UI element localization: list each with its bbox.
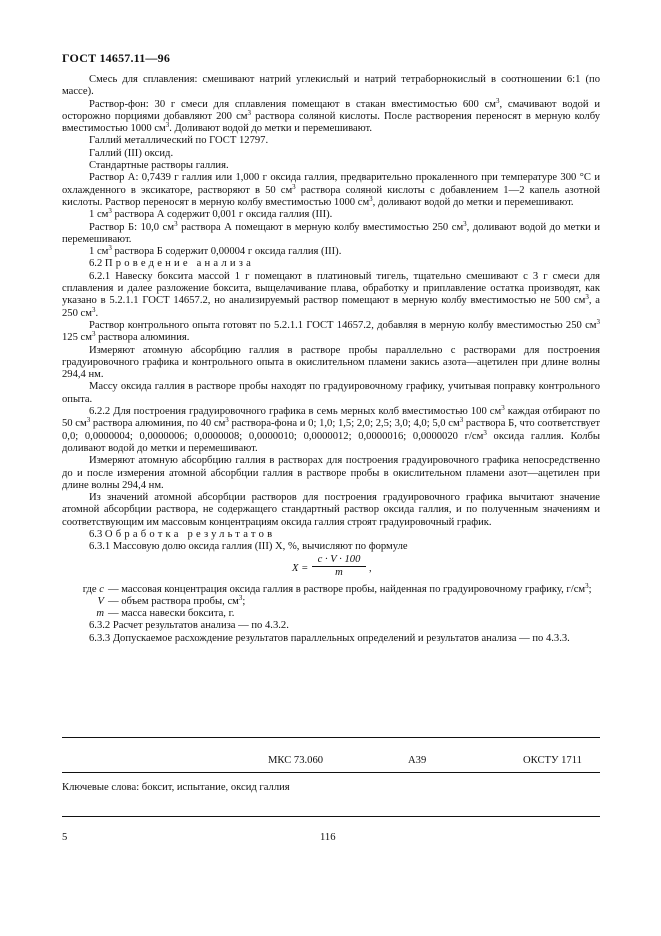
definition-lead: V [97,595,104,607]
paragraph: Раствор А: 0,7439 г галлия или 1,000 г оксида галлия, предварительно прокаленного при температуре 300 °С и охлажденного в эксикаторе, растворяют в 50 $см^3$ раствора соляной кислоты с добавлением 1—2 капель азотной кислоты. Раствор переносят в мерную колбу вместимостью 1000 $см^3$, доливают водой до метки и перемешивают. [62,172,600,208]
section-number: 6.2 [89,258,103,270]
section-heading-6-2 [62,258,600,270]
definition-row [62,608,600,620]
paragraph: 1 $см^3$ раствора Б содержит 0,00004 г оксида галлия (III). [89,244,342,258]
paragraph: Массу оксида галлия в растворе пробы находят по градуировочному графику, учитывая поправку контрольного опыта. [62,381,600,405]
okstu-code: ОКСТУ 1711 [523,755,582,766]
document-body [62,74,600,645]
formula-numerator: c · V · 100 [312,554,366,567]
paragraph: Раствор Б: 10,0 $см^3$ раствора А помещают в мерную колбу вместимостью 250 $см^3$, доливают водой до метки и перемешивают. [62,219,600,245]
paragraph-6-3-3: 6.3.3 Допускаемое расхождение результатов параллельных определений и результатов анализа — по 4.3.3. [89,632,570,644]
definition-row [62,593,600,608]
definitions-list [62,581,600,621]
paragraph: 6.2.2 Для построения градуировочного графика в семь мерных колб вместимостью 100 $см^3$ каждая отбирают по 50 $см^3$ раствора алюминия, по 40 $см^3$ раствора-фона и 0; 1,0; 1,5; 2,0; 2,5; 3,0; 4,0; 5,0 $см^3$ раствора Б, что соответствует 0,0; 0,0000004; 0,0000006; 0,0000008; 0,0000010; 0,0000012; 0,0000016; 0,0000020 $г/см^3$ оксида галлия. Колбы доливают водой до метки и перемешивают. [62,404,601,454]
section-title: Проведение анализа [104,258,255,270]
paragraph-6-3-2: 6.3.2 Расчет результатов анализа — по 4.3.2. [89,620,289,632]
paragraph: Галлий (III) оксид. [89,147,174,159]
footer-left: 5 [62,832,68,843]
mks-code: МКС 73.060 [268,755,324,766]
definition-lead: где c [82,583,104,595]
paragraph: 6.2.1 Навеску боксита массой 1 г помещают в платиновый тигель, тщательно смешивают с 3 г смеси для сплавления и далее разложение боксита, выщелачивание плава, обработку и приплавление остатка производят, как указано в 5.2.1.1 ГОСТ 14657.2, но анализируемый раствор помещают в мерную колбу вместимостью не 500 $см^3$, а 250 $см^3$. [62,270,600,319]
definition-text: — массовая концентрация оксида галлия в растворе пробы, найденная по градуировочному графику, $г/см^3$; [108,581,592,595]
paragraph: 1 $см^3$ раствора А содержит 0,001 г оксида галлия (III). [89,207,333,221]
definition-row [62,581,600,596]
definition-text: — объем раствора пробы, $см^3$; [108,593,246,607]
paragraph: Галлий металлический по ГОСТ 12797. [89,135,269,147]
paragraph: Измеряют атомную абсорбцию галлия в растворе пробы параллельно с растворами для построения градуировочного графика и контрольного опыта в окислительном пламени закись азота—ацетилен при длине волны 294,4 нм. [62,344,600,381]
formula [62,554,600,584]
paragraph: Раствор контрольного опыта готовят по 5.2.1.1 ГОСТ 14657.2, добавляя в мерную колбу вместимостью 250 $см^3$ 125 $см^3$ раствора алюминия. [62,317,600,344]
keywords: Ключевые слова: боксит, испытание, оксид галлия [62,782,290,793]
formula-denominator: m [335,566,343,578]
page-number: 116 [320,832,336,843]
divider [62,737,600,738]
section-heading-6-3 [62,529,600,541]
definition-lead: m [96,608,104,620]
paragraph: Смесь для сплавления: смешивают натрий углекислый и натрий тетраборнокислый в соотношении 6:1 (по массе). [62,74,600,98]
formula-lhs: X = [292,562,309,574]
document-header: ГОСТ 14657.11—96 [62,51,171,65]
divider [62,816,600,817]
definition-text: — масса навески боксита, г. [108,608,235,620]
classification-code: А39 [408,755,427,766]
paragraph: Стандартные растворы галлия. [89,160,229,172]
divider [62,772,600,773]
section-title: Обработка результатов [104,528,276,540]
paragraph: Раствор-фон: 30 г смеси для сплавления помещают в стакан вместимостью 600 $см^3$, смачивают водой и осторожно порциями добавляют 200 $см^3$ раствора соляной кислоты. После растворения переносят в мерную колбу вместимостью 1000 $см^3$. Доливают водой до метки и перемешивают. [62,96,600,135]
paragraph: Из значений атомной абсорбции растворов для построения градуировочного графика вычитают значение атомной абсорбции раствора, не содержащего стандартный раствор оксида галлия, и по полученным значениям и соответствующим им массовым концентрациям оксида галлия строят градуировочный график. [62,492,600,528]
paragraph-6-3-1: 6.3.1 Массовую долю оксида галлия (III) X, %, вычисляют по формуле [89,541,408,553]
paragraph: Измеряют атомную абсорбцию галлия в растворах для построения градуировочного графика непосредственно до и после измерения атомной абсорбции галлия в растворе пробы в окислительном пламени азот—ацетилен при длине волны 294,4 нм. [62,455,600,491]
formula-fraction [312,554,366,580]
section-number: 6.3 [89,528,103,540]
formula-comma: , [369,562,372,574]
